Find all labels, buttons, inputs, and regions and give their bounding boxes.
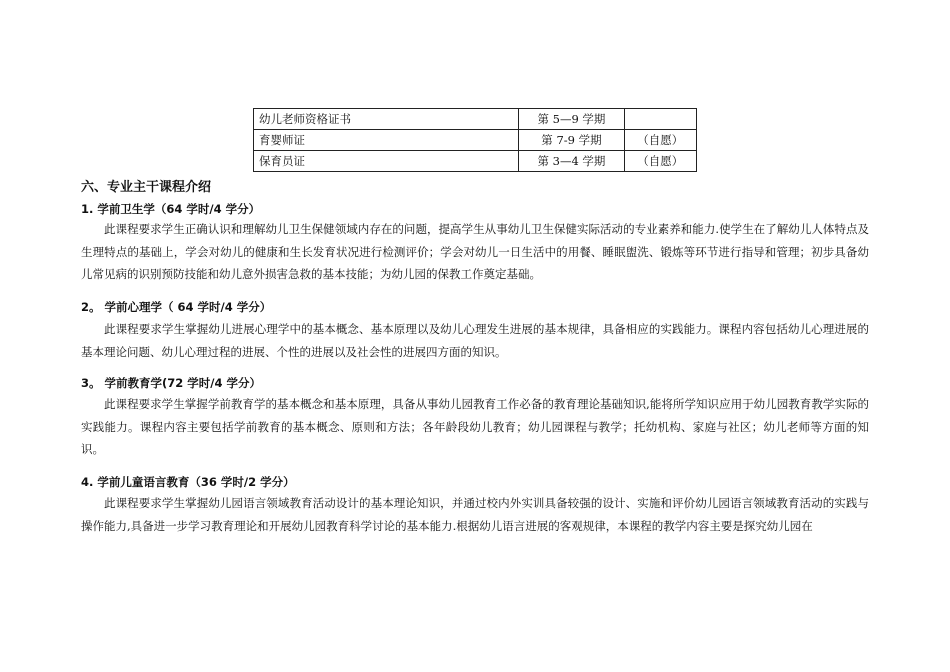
course-title: 3。 学前教育学(72 学时/4 学分） [81,376,261,390]
certificate-name: 育婴师证 [254,130,519,151]
table-row [254,109,697,130]
table-row [254,130,697,151]
certificate-term: 第 3—4 学期 [519,151,624,172]
course-title: 1. 学前卫生学（64 学时/4 学分） [81,202,261,216]
certificate-term: 第 5—9 学期 [519,109,624,130]
certificate-note: （自愿） [624,130,696,151]
course-title: 2。 学前心理学（ 64 学时/4 学分） [81,300,272,314]
table-row [254,151,697,172]
course-description: 此课程要求学生掌握学前教育学的基本概念和基本原理，具备从事幼儿园教育工作必备的教育理论基础知识,能将所学知识应用于幼儿园教育教学实际的实践能力。课程内容主要包括学前教育的基本概念、原则和方法；各年龄段幼儿教育；幼儿园课程与教学；托幼机构、家庭与社区；幼儿老师等方面的知识。 [81,397,869,456]
course-title: 4. 学前儿童语言教育（36 学时/2 学分） [81,475,295,489]
section-heading: 六、专业主干课程介绍 [81,180,212,195]
certificate-note: （自愿） [624,151,696,172]
course-description: 此课程要求学生掌握幼儿进展心理学中的基本概念、基本原理以及幼儿心理发生进展的基本规律，具备相应的实践能力。课程内容包括幼儿心理进展的基本理论问题、幼儿心理过程的进展、个性的进展以及社会性的进展四方面的知识。 [81,322,869,359]
certificate-table [253,108,697,172]
certificate-term: 第 7-9 学期 [519,130,624,151]
course-description: 此课程要求学生正确认识和理解幼儿卫生保健领域内存在的问题，提高学生从事幼儿卫生保健实际活动的专业素养和能力.使学生在了解幼儿人体特点及生理特点的基础上，学会对幼儿的健康和生长发育状况进行检测评价；学会对幼儿一日生活中的用餐、睡眠盥洗、锻炼等环节进行指导和管理；初步具备幼儿常见病的识别预防技能和幼儿意外损害急救的基本技能；为幼儿园的保教工作奠定基础。 [81,222,869,281]
certificate-name: 幼儿老师资格证书 [254,109,519,130]
certificate-note [624,109,696,130]
course-description: 此课程要求学生掌握幼儿园语言领域教育活动设计的基本理论知识，并通过校内外实训具备较强的设计、实施和评价幼儿园语言领域教育活动的实践与操作能力,具备进一步学习教育理论和开展幼儿园教育科学讨论的基本能力.根据幼儿语言进展的客观规律，本课程的教学内容主要是探究幼儿园在 [81,496,869,533]
certificate-name: 保育员证 [254,151,519,172]
